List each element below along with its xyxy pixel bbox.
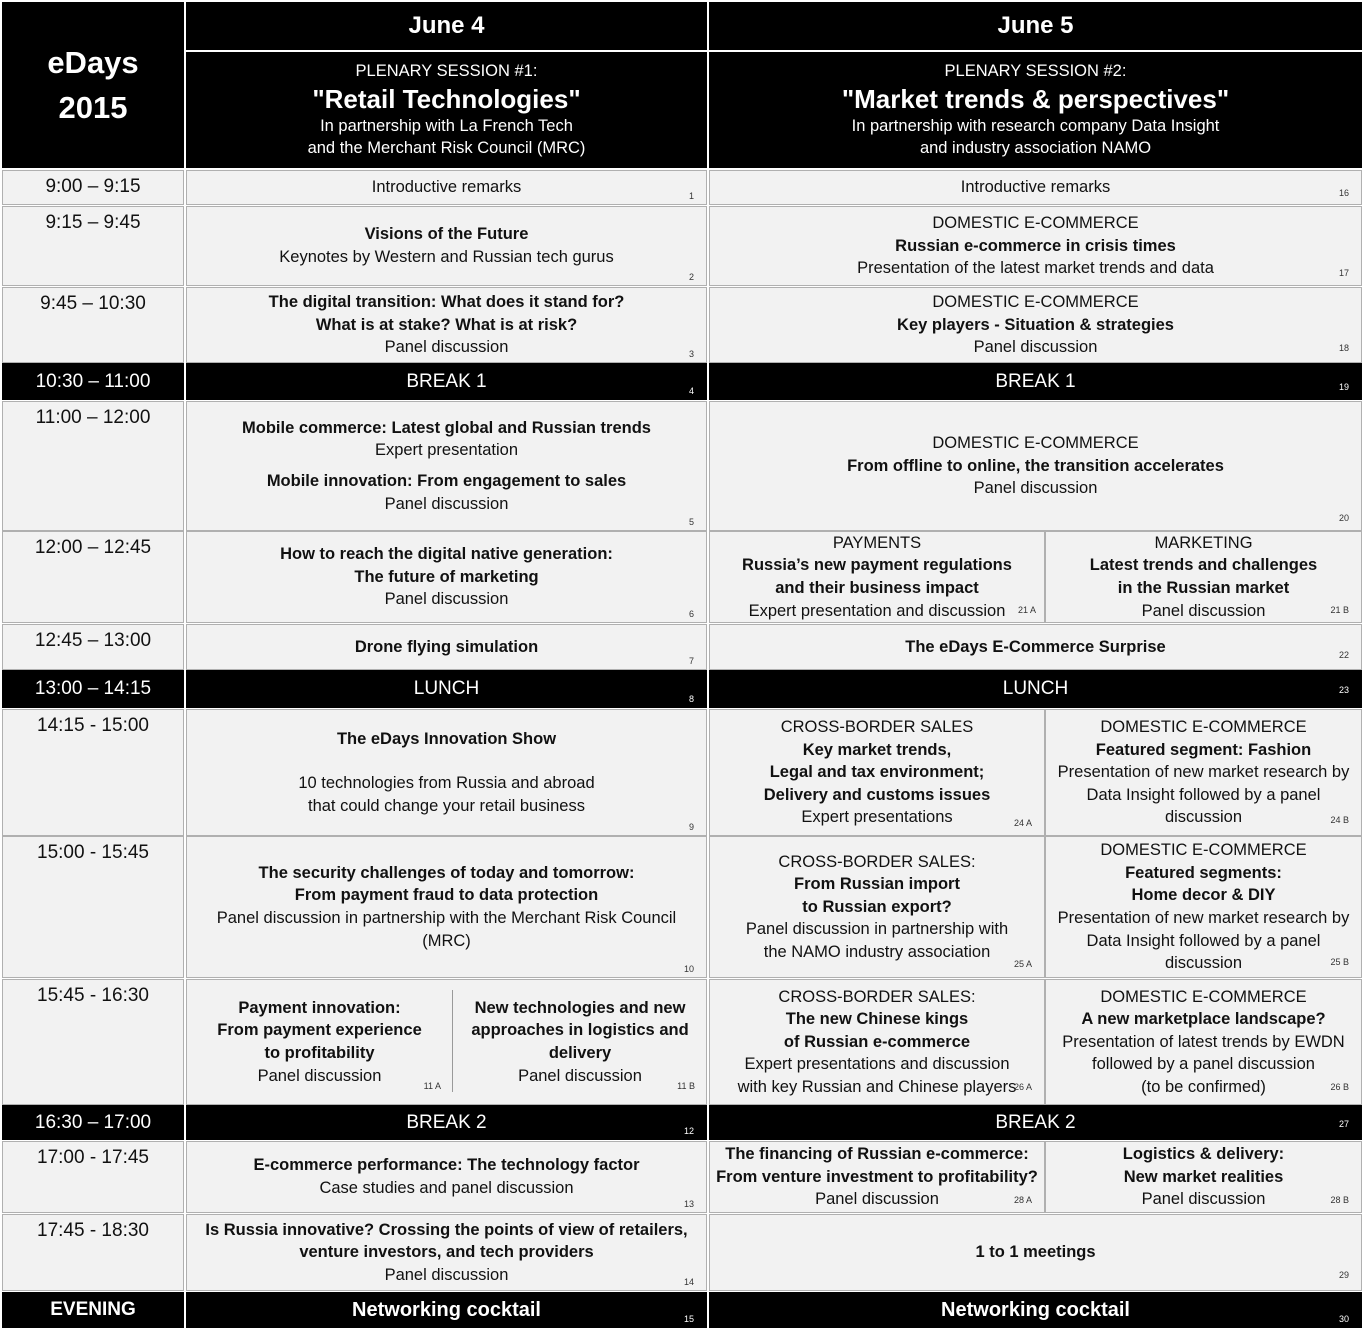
session-number: 26 B	[1330, 1082, 1349, 1092]
session-title: Russia’s new payment regulations	[742, 556, 1012, 575]
session-title: venture investors, and tech providers	[299, 1243, 594, 1262]
session-number: 19	[1338, 382, 1349, 392]
session-title: The new Chinese kings	[785, 1010, 969, 1029]
session-title: The eDays E-Commerce Surprise	[905, 637, 1166, 656]
session-text: Introductive remarks	[371, 178, 522, 197]
session-title: and their business impact	[775, 579, 979, 597]
session-13	[186, 1141, 707, 1213]
plenary1-label: PLENARY SESSION #1:	[355, 62, 538, 81]
session-28b	[1045, 1141, 1362, 1213]
session-number: 17	[1338, 268, 1349, 278]
session-25b	[1045, 836, 1362, 978]
session-title: Is Russia innovative? Crossing the points of view of retailers,	[205, 1220, 688, 1239]
session-28a	[709, 1141, 1045, 1213]
session-number: 13	[683, 1199, 694, 1209]
session-category: DOMESTIC E-COMMERCE	[1100, 987, 1307, 1006]
session-20	[709, 401, 1362, 531]
session-19-break	[709, 363, 1362, 400]
time-label: 9:00 – 9:15	[45, 176, 141, 197]
time-slot	[2, 287, 184, 363]
session-title: to profitability	[264, 1044, 375, 1062]
session-title: From payment experience	[217, 1021, 422, 1040]
session-title: Mobile innovation: From engagement to sales	[266, 472, 627, 490]
cocktail-label: Networking cocktail	[352, 1298, 541, 1321]
session-7	[186, 624, 707, 670]
session-title: From offline to online, the transition accelerates	[847, 456, 1224, 475]
time-label: 14:15 - 15:00	[37, 715, 149, 736]
time-label: 9:15 – 9:45	[45, 212, 141, 233]
session-number: 23	[1338, 685, 1349, 695]
session-number: 12	[683, 1126, 694, 1136]
session-number: 11 B	[677, 1081, 695, 1091]
session-category: PAYMENTS	[832, 533, 922, 552]
session-desc: Panel discussion	[518, 1066, 642, 1085]
session-desc: followed by a panel discussion	[1092, 1055, 1315, 1074]
session-number: 24 B	[1330, 815, 1349, 825]
session-title: The security challenges of today and tomorrow:	[258, 863, 635, 882]
session-number: 29	[1338, 1270, 1349, 1280]
session-desc: Panel discussion in partnership with the Merchant Risk Council	[216, 909, 677, 927]
session-number: 9	[688, 822, 694, 832]
time-label: 11:00 – 12:00	[35, 407, 151, 428]
session-title: Visions of the Future	[364, 225, 529, 244]
session-title: New market realities	[1123, 1167, 1284, 1186]
session-title: Drone flying simulation	[354, 637, 539, 656]
session-title: A new marketplace landscape?	[1081, 1010, 1326, 1029]
session-12-break	[186, 1105, 707, 1140]
session-title: Logistics & delivery:	[1122, 1145, 1285, 1164]
time-slot	[2, 1214, 184, 1291]
session-desc: 10 technologies from Russia and abroad	[298, 774, 595, 793]
session-25a	[709, 836, 1045, 978]
day1-title: June 4	[408, 11, 485, 39]
plenary2-partner-line2: and industry association NAMO	[919, 139, 1152, 158]
session-number: 18	[1338, 343, 1349, 353]
time-label: 16:30 – 17:00	[34, 1111, 152, 1133]
session-title: New technologies and new	[474, 998, 686, 1017]
session-4-break	[186, 363, 707, 400]
day2-title: June 5	[997, 11, 1074, 39]
plenary2-label: PLENARY SESSION #2:	[944, 62, 1127, 81]
time-label: 15:00 - 15:45	[37, 842, 149, 863]
session-title: Featured segment: Fashion	[1095, 740, 1312, 759]
session-title: From venture investment to profitability?	[716, 1167, 1038, 1186]
time-slot	[2, 1292, 184, 1328]
session-title: E-commerce performance: The technology factor	[253, 1156, 640, 1175]
plenary1-partner-line1: In partnership with La French Tech	[320, 116, 573, 135]
brand-line-1: eDays	[47, 45, 139, 80]
session-category: MARKETING	[1154, 533, 1253, 552]
session-desc: Panel discussion	[384, 494, 509, 513]
time-slot	[2, 624, 184, 670]
session-number: 28 B	[1330, 1195, 1349, 1205]
session-number: 3	[688, 349, 694, 359]
session-title: of Russian e-commerce	[783, 1032, 971, 1051]
session-title: delivery	[548, 1044, 612, 1062]
session-desc: (MRC)	[422, 931, 471, 950]
session-26a	[709, 979, 1045, 1105]
session-title: Legal and tax environment;	[769, 763, 985, 782]
session-desc: discussion	[1164, 954, 1243, 973]
session-number: 30	[1338, 1314, 1349, 1324]
session-6	[186, 531, 707, 623]
plenary2-title: "Market trends & perspectives"	[841, 83, 1230, 114]
plenary2-header	[709, 52, 1362, 168]
session-desc: Panel discussion	[1141, 601, 1266, 620]
session-number: 21 A	[1017, 605, 1036, 615]
cocktail-label: Networking cocktail	[941, 1298, 1130, 1321]
session-title: The digital transition: What does it stand for?	[268, 293, 625, 312]
session-desc: (to be confirmed)	[1141, 1077, 1266, 1096]
session-number: 5	[688, 517, 694, 527]
session-title: The future of marketing	[354, 567, 539, 586]
session-title: What is at stake? What is at risk?	[315, 315, 578, 334]
session-number: 10	[683, 964, 694, 974]
time-label: 17:00 - 17:45	[37, 1147, 149, 1168]
time-slot	[2, 401, 184, 531]
break-label: BREAK 2	[995, 1111, 1076, 1133]
session-desc: Panel discussion	[973, 479, 1098, 498]
session-title: The financing of Russian e-commerce:	[725, 1145, 1029, 1164]
session-number: 21 B	[1330, 605, 1349, 615]
session-desc: Panel discussion	[384, 338, 509, 357]
time-label: EVENING	[50, 1299, 136, 1320]
lunch-label: LUNCH	[1002, 678, 1069, 699]
plenary1-partner-line2: and the Merchant Risk Council (MRC)	[307, 139, 586, 158]
session-8-lunch	[186, 670, 707, 708]
session-16	[709, 170, 1362, 205]
session-number: 25 A	[1013, 959, 1032, 969]
session-number: 4	[688, 386, 694, 396]
time-label: 15:45 - 16:30	[37, 985, 149, 1006]
session-number: 25 B	[1330, 957, 1349, 967]
session-number: 20	[1338, 513, 1349, 523]
session-5	[186, 401, 707, 531]
time-slot	[2, 836, 184, 978]
time-label: 9:45 – 10:30	[40, 293, 146, 314]
session-11b	[453, 979, 707, 1105]
time-label: 12:00 – 12:45	[34, 537, 152, 558]
session-category: DOMESTIC E-COMMERCE	[932, 214, 1139, 233]
session-desc: the NAMO industry association	[763, 942, 991, 961]
session-29	[709, 1214, 1362, 1291]
session-title: Mobile commerce: Latest global and Russian trends	[242, 418, 651, 437]
session-desc: Panel discussion	[384, 1265, 509, 1284]
session-desc: Presentation of new market research by	[1057, 763, 1350, 782]
session-desc: Data Insight followed by a panel	[1086, 931, 1321, 950]
session-title: to Russian export?	[802, 897, 952, 916]
plenary1-header	[186, 52, 707, 168]
time-slot	[2, 206, 184, 286]
session-number: 28 A	[1013, 1195, 1032, 1205]
session-desc: Panel discussion	[384, 590, 509, 609]
session-category: CROSS-BORDER SALES:	[778, 852, 976, 871]
time-slot	[2, 1105, 184, 1140]
session-desc: Presentation of the latest market trends and data	[857, 259, 1214, 278]
session-text: Introductive remarks	[960, 178, 1111, 197]
session-number: 22	[1338, 650, 1349, 660]
plenary2-partner-line1: In partnership with research company Data Insight	[851, 116, 1220, 135]
break-label: BREAK 2	[406, 1111, 487, 1133]
session-category: CROSS-BORDER SALES	[780, 718, 974, 737]
session-title: Russian e-commerce in crisis times	[895, 236, 1176, 255]
session-3	[186, 287, 707, 363]
session-number: 24 A	[1013, 818, 1032, 828]
session-desc: Expert presentation and discussion	[748, 601, 1006, 620]
session-title: Payment innovation:	[238, 998, 401, 1017]
session-category: DOMESTIC E-COMMERCE	[932, 434, 1139, 453]
session-desc: Case studies and panel discussion	[319, 1179, 574, 1197]
session-title: Home decor & DIY	[1131, 886, 1276, 905]
session-desc: Expert presentation	[374, 441, 519, 460]
session-number: 26 A	[1013, 1082, 1032, 1092]
session-category: DOMESTIC E-COMMERCE	[932, 293, 1139, 312]
session-desc: Panel discussion	[973, 338, 1098, 357]
session-24b	[1045, 709, 1362, 836]
brand-line-2: 2015	[58, 90, 128, 125]
time-slot	[2, 979, 184, 1105]
session-desc: Panel discussion in partnership with	[745, 920, 1009, 939]
session-title: Key market trends,	[802, 740, 952, 759]
session-number: 2	[688, 272, 694, 282]
session-23-lunch	[709, 670, 1362, 708]
session-18	[709, 287, 1362, 363]
session-number: 1	[688, 191, 694, 201]
session-title: 1 to 1 meetings	[975, 1243, 1096, 1262]
time-slot	[2, 709, 184, 836]
session-1	[186, 170, 707, 205]
session-title: in the Russian market	[1117, 579, 1290, 597]
session-2	[186, 206, 707, 286]
plenary1-title: "Retail Technologies"	[312, 83, 581, 114]
session-number: 27	[1338, 1119, 1349, 1129]
time-slot	[2, 531, 184, 623]
session-number: 15	[683, 1314, 694, 1324]
session-11a	[186, 979, 453, 1105]
time-label: 13:00 – 14:15	[34, 678, 152, 699]
session-14	[186, 1214, 707, 1291]
session-21a	[709, 531, 1045, 623]
session-category: DOMESTIC E-COMMERCE	[1100, 841, 1307, 860]
session-desc: Keynotes by Western and Russian tech gurus	[279, 248, 614, 266]
session-number: 14	[683, 1277, 694, 1287]
event-brand	[2, 2, 184, 168]
session-title: How to reach the digital native generation:	[280, 545, 613, 564]
session-27-break	[709, 1105, 1362, 1140]
time-label: 17:45 - 18:30	[37, 1220, 149, 1241]
session-title: The eDays Innovation Show	[336, 729, 557, 748]
session-17	[709, 206, 1362, 286]
session-24a	[709, 709, 1045, 836]
session-9	[186, 709, 707, 836]
time-slot	[2, 170, 184, 205]
session-number: 8	[688, 694, 694, 704]
session-title: Key players - Situation & strategies	[897, 315, 1174, 334]
session-10	[186, 836, 707, 978]
session-desc: with key Russian and Chinese players	[737, 1077, 1017, 1096]
session-desc: Panel discussion	[815, 1190, 939, 1209]
session-desc: Data Insight followed by a panel	[1086, 785, 1321, 804]
session-desc: Panel discussion	[1141, 1190, 1266, 1209]
time-label: 12:45 – 13:00	[34, 630, 152, 651]
break-label: BREAK 1	[995, 370, 1076, 392]
break-label: BREAK 1	[406, 370, 487, 392]
session-26b	[1045, 979, 1362, 1105]
session-title: Delivery and customs issues	[763, 785, 991, 804]
session-title: From payment fraud to data protection	[294, 886, 599, 905]
session-title: Latest trends and challenges	[1089, 556, 1318, 575]
lunch-label: LUNCH	[413, 678, 480, 699]
session-30-cocktail	[709, 1292, 1362, 1328]
session-number: 7	[688, 656, 694, 666]
session-desc: Expert presentations and discussion	[744, 1055, 1010, 1074]
session-21b	[1045, 531, 1362, 623]
session-desc: Presentation of new market research by	[1057, 909, 1350, 927]
session-desc: that could change your retail business	[307, 796, 585, 815]
session-number: 11 A	[423, 1081, 441, 1091]
session-desc: discussion	[1164, 808, 1243, 827]
session-number: 6	[688, 609, 694, 619]
session-desc: Presentation of latest trends by EWDN	[1062, 1032, 1345, 1051]
session-number: 16	[1338, 188, 1349, 198]
schedule-table	[2, 2, 1362, 1330]
time-slot	[2, 1141, 184, 1213]
time-slot	[2, 363, 184, 400]
session-category: CROSS-BORDER SALES:	[778, 987, 976, 1006]
day2-header	[709, 2, 1362, 50]
session-title: From Russian import	[794, 875, 960, 894]
session-15-cocktail	[186, 1292, 707, 1328]
time-label: 10:30 – 11:00	[35, 370, 151, 392]
time-slot	[2, 670, 184, 708]
session-title: approaches in logistics and	[471, 1021, 689, 1040]
session-desc: Panel discussion	[257, 1066, 382, 1085]
session-desc: Expert presentations	[801, 808, 953, 827]
session-title: Featured segments:	[1125, 863, 1282, 882]
session-category: DOMESTIC E-COMMERCE	[1100, 718, 1307, 737]
day1-header	[186, 2, 707, 50]
session-22	[709, 624, 1362, 670]
